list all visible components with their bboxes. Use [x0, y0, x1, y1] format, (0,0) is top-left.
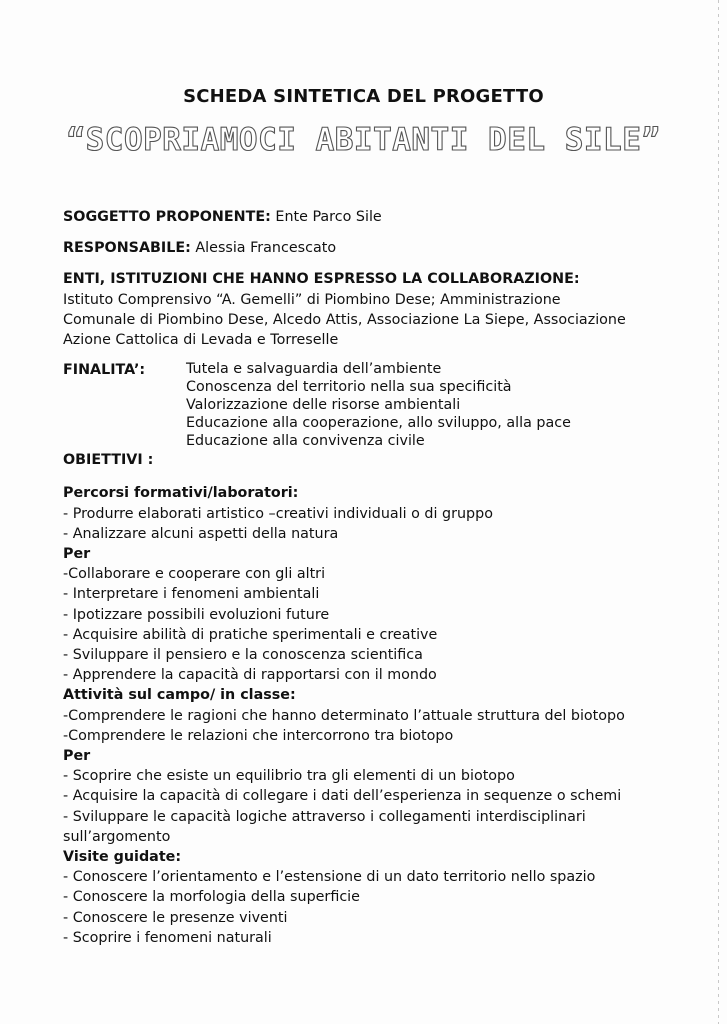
responsabile-value: Alessia Francescato	[195, 240, 337, 257]
list-item: - Conoscere l’orientamento e l’estensione di un dato territorio nello spazio	[63, 869, 596, 886]
list-item: - Scoprire che esiste un equilibrio tra gli elementi di un biotopo	[63, 768, 515, 785]
finalita-label: FINALITA’:	[63, 362, 146, 379]
responsabile-label: RESPONSABILE:	[63, 240, 191, 257]
list-item: - Sviluppare il pensiero e la conoscenza scientifica	[63, 647, 423, 664]
project-name: “SCOPRIAMOCI ABITANTI DEL SILE”	[66, 122, 661, 158]
attivita-heading: Attività sul campo/ in classe:	[63, 687, 296, 704]
list-item: - Conoscere le presenze viventi	[63, 909, 288, 926]
per-label: Per	[63, 748, 91, 765]
soggetto-value: Ente Parco Sile	[275, 209, 382, 225]
finalita-item: Tutela e salvaguardia dell’ambiente	[186, 361, 442, 378]
list-item: -Collaborare e cooperare con gli altri	[63, 566, 326, 583]
document-body	[63, 207, 703, 948]
list-item: - Apprendere la capacità di rapportarsi con il mondo	[63, 667, 437, 684]
visite-heading: Visite guidate:	[63, 849, 182, 866]
list-item: - Scoprire i fenomeni naturali	[63, 929, 272, 946]
enti-line: Istituto Comprensivo “A. Gemelli” di Piombino Dese; Amministrazione	[63, 291, 561, 308]
list-item: - Sviluppare le capacità logiche attraverso i collegamenti interdisciplinari	[63, 808, 586, 825]
finalita-item: Educazione alla cooperazione, allo sviluppo, alla pace	[186, 415, 571, 432]
list-item: - Conoscere la morfologia della superficie	[63, 889, 360, 906]
list-item: - Produrre elaborati artistico –creativi individuali o di gruppo	[63, 505, 493, 522]
enti-label: ENTI, ISTITUZIONI CHE HANNO ESPRESSO LA COLLABORAZIONE:	[63, 271, 580, 288]
list-item: -Comprendere le ragioni che hanno determinato l’attuale struttura del biotopo	[63, 707, 625, 724]
per-label: Per	[63, 546, 91, 563]
list-item: - Ipotizzare possibili evoluzioni future	[63, 606, 330, 623]
list-item: sull’argomento	[63, 828, 171, 845]
finalita-item: Conoscenza del territorio nella sua specificità	[186, 379, 512, 396]
enti-line: Azione Cattolica di Levada e Torreselle	[63, 332, 339, 349]
list-item: -Comprendere le relazioni che intercorrono tra biotopo	[63, 727, 454, 744]
finalita-block	[63, 360, 703, 450]
finalita-item: Valorizzazione delle risorse ambientali	[186, 397, 461, 414]
responsabile-row	[63, 238, 703, 258]
list-item: - Interpretare i fenomeni ambientali	[63, 586, 320, 603]
soggetto-row	[63, 207, 703, 227]
obiettivi-label: OBIETTIVI :	[63, 452, 154, 469]
list-item: - Acquisire la capacità di collegare i dati dell’esperienza in sequenze o schemi	[63, 788, 622, 805]
finalita-list	[186, 360, 571, 450]
percorsi-heading: Percorsi formativi/laboratori:	[63, 485, 299, 502]
enti-line: Comunale di Piombino Dese, Alcedo Attis, Associazione La Siepe, Associazione	[63, 311, 626, 328]
document-title: SCHEDA SINTETICA DEL PROGETTO	[183, 86, 544, 107]
finalita-item: Educazione alla convivenza civile	[186, 433, 425, 450]
soggetto-label: SOGGETTO PROPONENTE:	[63, 209, 271, 225]
list-item: - Analizzare alcuni aspetti della natura	[63, 525, 339, 542]
list-item: - Acquisire abilità di pratiche sperimentali e creative	[63, 626, 438, 643]
